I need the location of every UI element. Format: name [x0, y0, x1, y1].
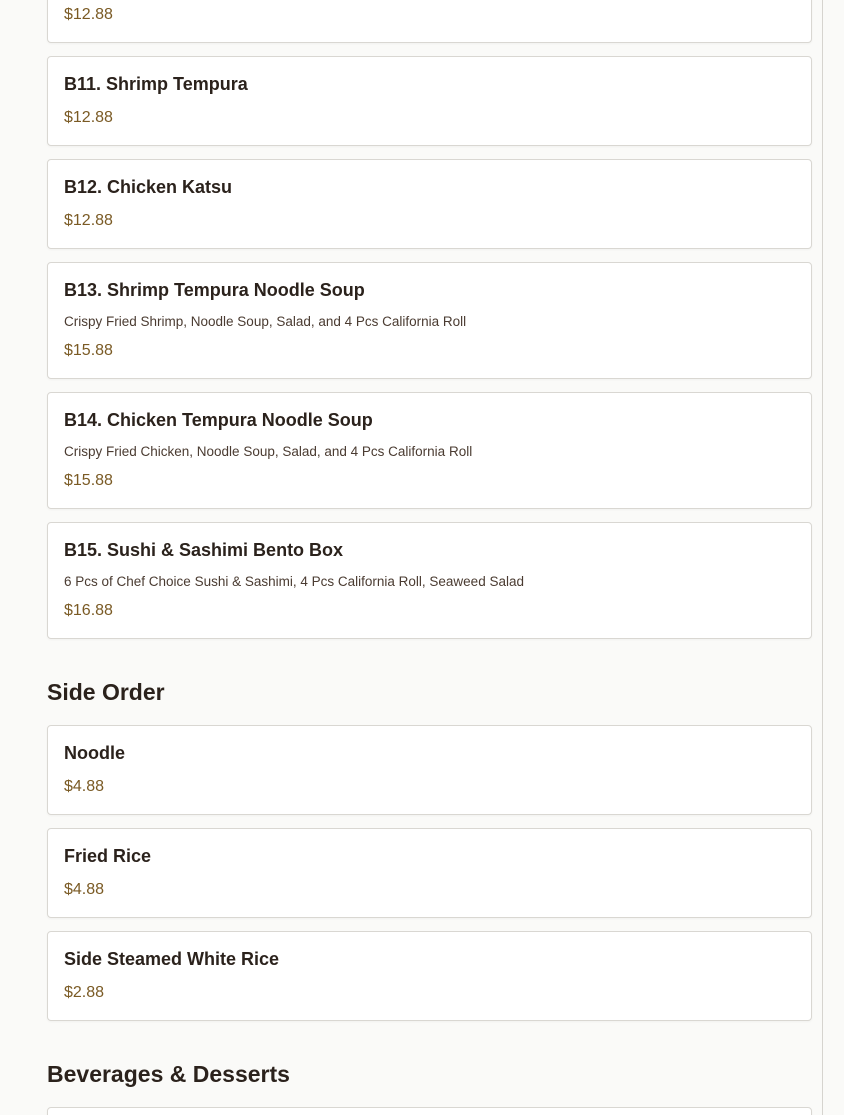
- menu-item-card[interactable]: [47, 522, 812, 639]
- item-name: B15. Sushi & Sashimi Bento Box: [64, 540, 344, 560]
- item-description: Crispy Fried Chicken, Noodle Soup, Salad, and 4 Pcs California Roll: [64, 444, 473, 459]
- item-name: Side Steamed White Rice: [64, 949, 280, 969]
- item-name: B14. Chicken Tempura Noodle Soup: [64, 410, 373, 430]
- item-price: $4.88: [64, 881, 105, 898]
- item-price: $15.88: [64, 472, 113, 489]
- item-price: $12.88: [64, 6, 113, 23]
- menu-item-card[interactable]: [47, 1107, 812, 1115]
- item-name: Fried Rice: [64, 846, 152, 866]
- menu-item-card[interactable]: [47, 262, 812, 379]
- item-price: $12.88: [64, 109, 113, 126]
- menu-item-card[interactable]: [47, 0, 812, 43]
- item-price: $2.88: [64, 984, 105, 1001]
- item-price: $16.88: [64, 602, 113, 619]
- menu-item-card[interactable]: [47, 56, 812, 146]
- item-name: B13. Shrimp Tempura Noodle Soup: [64, 280, 365, 300]
- content-divider: [822, 0, 823, 1115]
- item-description: Crispy Fried Shrimp, Noodle Soup, Salad, and 4 Pcs California Roll: [64, 314, 467, 329]
- menu-item-card[interactable]: [47, 931, 812, 1021]
- item-price: $4.88: [64, 778, 105, 795]
- item-price: $12.88: [64, 212, 113, 229]
- item-description: 6 Pcs of Chef Choice Sushi & Sashimi, 4 Pcs California Roll, Seaweed Salad: [64, 574, 524, 589]
- menu-item-card[interactable]: [47, 828, 812, 918]
- section-heading-side-order: Side Order: [47, 679, 165, 705]
- menu-item-card[interactable]: [47, 392, 812, 509]
- menu-item-card[interactable]: [47, 159, 812, 249]
- item-price: $15.88: [64, 342, 113, 359]
- menu-item-card[interactable]: [47, 725, 812, 815]
- item-name: B12. Chicken Katsu: [64, 177, 233, 197]
- item-name: Noodle: [64, 743, 125, 763]
- section-heading-beverages-desserts: Beverages & Desserts: [47, 1061, 290, 1087]
- item-name: B11. Shrimp Tempura: [64, 74, 248, 94]
